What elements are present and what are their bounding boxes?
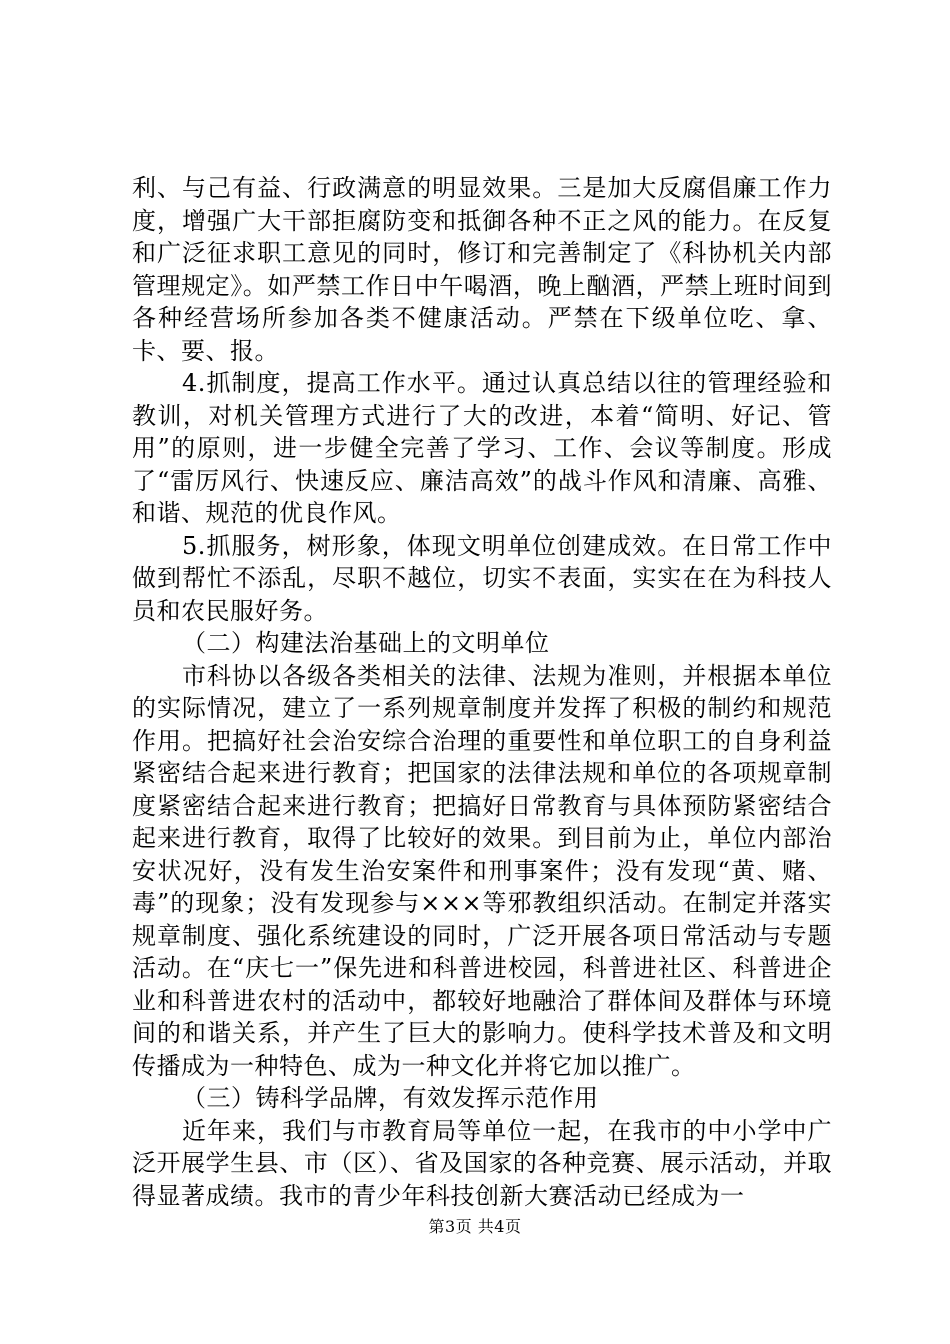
paragraph-item-4: 4.抓制度，提高工作水平。通过认真总结以往的管理经验和教训，对机关管理方式进行了大的改进，本着“简明、好记、管用”的原则，进一步健全完善了学习、工作、会议等制度。形成了“雷厉风行、快速反应、廉洁高效”的战斗作风和清廉、高雅、和谐、规范的优良作风。	[132, 369, 832, 527]
section-heading-3: （三）铸科学品牌，有效发挥示范作用	[182, 1084, 599, 1112]
paragraph-item-5: 5.抓服务，树形象，体现文明单位创建成效。在日常工作中做到帮忙不添乱，尽职不越位，切实不表面，实实在在为科技人员和农民服好务。	[132, 531, 832, 625]
page-footer: 第3页 共4页	[428, 1217, 522, 1236]
paragraph-section-2-body: 市科协以各级各类相关的法律、法规为准则，并根据本单位的实际情况，建立了一系列规章制度并发挥了积极的制约和规范作用。把搞好社会治安综合治理的重要性和单位职工的自身利益紧密结合起来进行教育；把国家的法律法规和单位的各项规章制度紧密结合起来进行教育；把搞好日常教育与具体预防紧密结合起来进行教育，取得了比较好的效果。到目前为止，单位内部治安状况好，没有发生治安案件和刑事案件；没有发现“黄、赌、毒”的现象；没有发现参与×××等邪教组织活动。在制定并落实规章制度、强化系统建设的同时，广泛开展各项日常活动与专题活动。在“庆七一”保先进和科普进校园，科普进社区、科普进企业和科普进农村的活动中，都较好地融洽了群体间及群体与环境间的和谐关系，并产生了巨大的影响力。使科学技术普及和文明传播成为一种特色、成为一种文化并将它加以推广。	[132, 661, 832, 1080]
paragraph-section-3-body: 近年来，我们与市教育局等单位一起，在我市的中小学中广泛开展学生县、市（区）、省及国家的各种竞赛、展示活动，并取得显著成绩。我市的青少年科技创新大赛活动已经成为一	[132, 1116, 832, 1210]
document-body	[132, 172, 832, 1212]
section-heading-2: （二）构建法治基础上的文明单位	[182, 629, 550, 657]
paragraph-continuation: 利、与己有益、行政满意的明显效果。三是加大反腐倡廉工作力度，增强广大干部拒腐防变和抵御各种不正之风的能力。在反复和广泛征求职工意见的同时，修订和完善制定了《科协机关内部管理规定》。如严禁工作日中午喝酒，晚上酗酒，严禁上班时间到各种经营场所参加各类不健康活动。严禁在下级单位吃、拿、卡、要、报。	[132, 174, 832, 365]
